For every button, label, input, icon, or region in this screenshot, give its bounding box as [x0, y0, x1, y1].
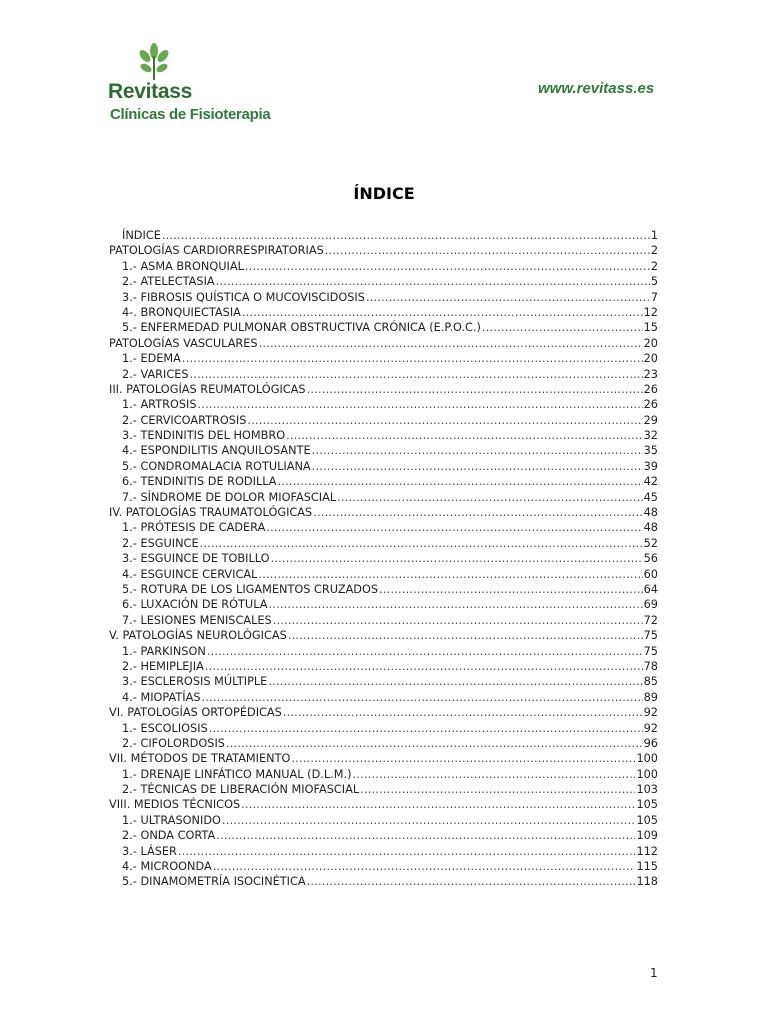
toc-entry-page: 75 — [643, 644, 658, 658]
toc-entry-page: 118 — [636, 875, 658, 889]
toc-entry-title: V. PATOLOGÍAS NEUROLÓGICAS — [109, 629, 287, 643]
toc-dot-leader — [312, 459, 643, 474]
toc-dot-leader — [202, 690, 643, 705]
toc-entry[interactable] — [109, 782, 658, 797]
toc-entry-page: 48 — [643, 521, 658, 535]
toc-entry-page: 105 — [636, 798, 658, 812]
toc-entry[interactable] — [109, 474, 658, 489]
toc-entry-page: 103 — [636, 783, 658, 797]
toc-dot-leader — [245, 259, 650, 274]
toc-entry-title: 5.- ENFERMEDAD PULMONAR OBSTRUCTIVA CRÓNICA (E.P.O.C.) — [122, 321, 481, 335]
toc-entry[interactable] — [109, 274, 658, 289]
toc-entry-page: 78 — [643, 659, 658, 673]
toc-entry-page: 45 — [643, 490, 658, 504]
toc-dot-leader — [216, 828, 635, 843]
brand-tagline: Clínicas de Fisioterapia — [110, 106, 271, 123]
toc-entry[interactable] — [109, 644, 658, 659]
toc-entry-title: ÍNDICE — [122, 229, 161, 242]
toc-entry-title: 7.- LESIONES MENISCALES — [122, 613, 272, 627]
toc-entry[interactable] — [109, 567, 658, 582]
toc-dot-leader — [307, 382, 643, 397]
toc-entry-title: 7.- SÍNDROME DE DOLOR MIOFASCIAL — [122, 490, 337, 504]
toc-entry-page: 109 — [636, 829, 658, 843]
toc-entry-page: 20 — [643, 336, 658, 350]
toc-entry-page: 105 — [636, 813, 658, 827]
toc-entry-page: 12 — [643, 305, 658, 319]
toc-entry[interactable] — [109, 459, 658, 474]
toc-entry[interactable] — [109, 797, 658, 812]
toc-dot-leader — [307, 874, 636, 889]
toc-dot-leader — [271, 551, 643, 566]
toc-entry[interactable] — [109, 828, 658, 843]
toc-dot-leader — [337, 490, 642, 505]
toc-entry[interactable] — [109, 367, 658, 382]
toc-dot-leader — [258, 567, 642, 582]
toc-entry-page: 7 — [650, 290, 658, 304]
toc-entry[interactable] — [109, 336, 658, 351]
toc-entry[interactable] — [109, 690, 658, 705]
toc-dot-leader — [353, 767, 636, 782]
toc-entry-page: 52 — [643, 536, 658, 550]
toc-entry[interactable] — [109, 505, 658, 520]
toc-entry[interactable] — [109, 551, 658, 566]
toc-entry-title: 6.- LUXACIÓN DE RÓTULA — [122, 598, 268, 612]
toc-entry-title: 4.- MICROONDA — [122, 860, 212, 874]
toc-entry-title: 2.- CERVICOARTROSIS — [122, 413, 247, 427]
toc-entry[interactable] — [109, 582, 658, 597]
toc-dot-leader — [213, 859, 636, 874]
toc-dot-leader — [266, 520, 642, 535]
toc-dot-leader — [286, 428, 643, 443]
toc-entry[interactable] — [109, 844, 658, 859]
toc-dot-leader — [200, 536, 643, 551]
toc-entry[interactable] — [109, 674, 658, 689]
toc-dot-leader — [312, 443, 643, 458]
website-link[interactable]: www.revitass.es — [538, 80, 655, 97]
toc-entry-title: 5.- DINAMOMETRÍA ISOCINÉTICA — [122, 875, 306, 889]
toc-entry[interactable] — [109, 536, 658, 551]
toc-entry-title: III. PATOLOGÍAS REUMATOLÓGICAS — [109, 382, 306, 396]
toc-entry-page: 26 — [643, 382, 658, 396]
toc-entry-title: 2.- ONDA CORTA — [122, 829, 216, 843]
table-of-contents — [109, 228, 658, 890]
toc-entry-page: 35 — [643, 444, 658, 458]
toc-entry[interactable] — [109, 874, 658, 889]
toc-entry[interactable] — [109, 751, 658, 766]
toc-entry-title: 1.- PARKINSON — [122, 644, 206, 658]
toc-entry-page: 72 — [643, 613, 658, 627]
toc-entry-title: 1.- ASMA BRONQUIAL — [122, 259, 244, 273]
toc-entry[interactable] — [109, 613, 658, 628]
toc-entry-page: 20 — [643, 352, 658, 366]
toc-entry[interactable] — [109, 397, 658, 412]
toc-entry[interactable] — [109, 721, 658, 736]
revitass-logo — [108, 42, 271, 127]
toc-entry-page: 100 — [636, 752, 658, 766]
toc-entry-page: 92 — [643, 721, 658, 735]
toc-entry[interactable] — [109, 259, 658, 274]
toc-entry-title: 3.- TENDINITIS DEL HOMBRO — [122, 429, 286, 443]
toc-entry-title: 1.- EDEMA — [122, 352, 181, 366]
toc-entry-title: 2.- HEMIPLEJIA — [122, 659, 204, 673]
toc-entry-title: VI. PATOLOGÍAS ORTOPÉDICAS — [109, 706, 282, 720]
toc-entry[interactable] — [109, 382, 658, 397]
toc-dot-leader — [379, 582, 643, 597]
toc-entry-page: 100 — [636, 767, 658, 781]
toc-entry-title: 2.- ESGUINCE — [122, 536, 199, 550]
toc-entry-title: 3.- FIBROSIS QUÍSTICA O MUCOVISCIDOSIS — [122, 290, 365, 304]
toc-entry-title: IV. PATOLOGÍAS TRAUMATOLÓGICAS — [109, 506, 313, 520]
toc-entry-page: 92 — [643, 706, 658, 720]
toc-entry[interactable] — [109, 659, 658, 674]
toc-dot-leader — [325, 243, 650, 258]
toc-dot-leader — [269, 597, 643, 612]
toc-entry[interactable] — [109, 228, 658, 243]
toc-entry-page: 64 — [643, 582, 658, 596]
toc-entry-page: 2 — [650, 259, 658, 273]
toc-entry-page: 75 — [643, 629, 658, 643]
toc-entry-page: 23 — [643, 367, 658, 381]
toc-entry-page: 15 — [643, 321, 658, 335]
toc-entry-title: PATOLOGÍAS CARDIORRESPIRATORIAS — [109, 244, 324, 258]
toc-entry[interactable] — [109, 859, 658, 874]
toc-dot-leader — [247, 413, 642, 428]
toc-dot-leader — [366, 290, 650, 305]
toc-dot-leader — [207, 644, 643, 659]
toc-entry-page: 42 — [643, 475, 658, 489]
toc-dot-leader — [242, 305, 643, 320]
toc-entry[interactable] — [109, 628, 658, 643]
toc-entry[interactable] — [109, 305, 658, 320]
toc-entry-page: 2 — [650, 244, 658, 258]
toc-entry[interactable] — [109, 443, 658, 458]
toc-entry-title: 6.- TENDINITIS DE RODILLA — [122, 475, 277, 489]
toc-entry-title: 2.- CIFOLORDOSIS — [122, 736, 225, 750]
toc-entry-title: 1.- PRÓTESIS DE CADERA — [122, 521, 266, 535]
toc-dot-leader — [482, 320, 643, 335]
toc-entry-page: 112 — [636, 844, 658, 858]
toc-entry-page: 1 — [650, 229, 658, 242]
toc-dot-leader — [288, 628, 643, 643]
toc-dot-leader — [273, 613, 643, 628]
toc-entry-page: 48 — [643, 506, 658, 520]
toc-dot-leader — [216, 274, 650, 289]
toc-entry[interactable] — [109, 243, 658, 258]
toc-dot-leader — [182, 351, 643, 366]
toc-entry-title: 1.- ARTROSIS — [122, 398, 197, 412]
toc-entry[interactable] — [109, 490, 658, 505]
toc-dot-leader — [360, 782, 635, 797]
toc-entry-page: 60 — [643, 567, 658, 581]
toc-entry-page: 39 — [643, 459, 658, 473]
toc-entry-title: 4.- ESPONDILITIS ANQUILOSANTE — [122, 444, 311, 458]
toc-entry-title: VII. MÉTODOS DE TRATAMIENTO — [109, 752, 291, 766]
toc-entry-page: 69 — [643, 598, 658, 612]
toc-entry-title: 3.- LÁSER — [122, 844, 177, 858]
toc-entry-page: 5 — [650, 275, 658, 289]
toc-dot-leader — [162, 228, 650, 243]
toc-dot-leader — [209, 721, 643, 736]
toc-dot-leader — [278, 474, 643, 489]
toc-entry[interactable] — [109, 320, 658, 335]
toc-dot-leader — [283, 705, 643, 720]
toc-entry-title: 2.- ATELECTASIA — [122, 275, 215, 289]
toc-dot-leader — [313, 505, 642, 520]
page-title: ÍNDICE — [353, 184, 415, 203]
toc-entry-title: 1.- ESCOLIOSIS — [122, 721, 208, 735]
toc-entry-title: 4-. BRONQUIECTASIA — [122, 305, 241, 319]
toc-entry-page: 85 — [643, 675, 658, 689]
toc-entry[interactable] — [109, 705, 658, 720]
toc-entry[interactable] — [109, 767, 658, 782]
brand-name: Revitass — [108, 80, 192, 103]
toc-entry-title: 3.- ESGUINCE DE TOBILLO — [122, 552, 270, 566]
toc-dot-leader — [190, 367, 643, 382]
page-number: 1 — [650, 966, 658, 980]
toc-dot-leader — [178, 844, 636, 859]
toc-entry-page: 26 — [643, 398, 658, 412]
toc-entry-title: 2.- TÉCNICAS DE LIBERACIÓN MIOFASCIAL — [122, 783, 360, 797]
toc-entry[interactable] — [109, 736, 658, 751]
toc-entry-title: 3.- ESCLEROSIS MÚLTIPLE — [122, 675, 268, 689]
toc-entry-title: 1.- ULTRASONIDO — [122, 813, 221, 827]
toc-dot-leader — [226, 736, 643, 751]
toc-entry-title: 4.- ESGUINCE CERVICAL — [122, 567, 258, 581]
toc-entry[interactable] — [109, 520, 658, 535]
toc-entry[interactable] — [109, 813, 658, 828]
toc-entry[interactable] — [109, 413, 658, 428]
toc-dot-leader — [259, 336, 643, 351]
toc-entry-page: 32 — [643, 429, 658, 443]
toc-dot-leader — [291, 751, 635, 766]
toc-entry[interactable] — [109, 597, 658, 612]
toc-entry[interactable] — [109, 290, 658, 305]
toc-entry-title: 2.- VARICES — [122, 367, 189, 381]
toc-entry-title: 4.- MIOPATÍAS — [122, 690, 201, 704]
toc-entry-page: 29 — [643, 413, 658, 427]
toc-dot-leader — [205, 659, 643, 674]
toc-entry-title: 1.- DRENAJE LINFÁTICO MANUAL (D.L.M.) — [122, 767, 352, 781]
toc-entry-page: 56 — [643, 552, 658, 566]
toc-entry-page: 96 — [643, 736, 658, 750]
toc-entry-page: 89 — [643, 690, 658, 704]
toc-dot-leader — [241, 797, 635, 812]
toc-dot-leader — [198, 397, 643, 412]
leaf-icon — [134, 42, 174, 82]
toc-dot-leader — [268, 674, 642, 689]
toc-entry-title: PATOLOGÍAS VASCULARES — [109, 336, 258, 350]
toc-entry-page: 115 — [636, 860, 658, 874]
toc-entry[interactable] — [109, 351, 658, 366]
toc-dot-leader — [222, 813, 636, 828]
toc-entry[interactable] — [109, 428, 658, 443]
toc-entry-title: 5.- ROTURA DE LOS LIGAMENTOS CRUZADOS — [122, 582, 379, 596]
toc-entry-title: VIII. MEDIOS TÉCNICOS — [109, 798, 241, 812]
toc-entry-title: 5.- CONDROMALACIA ROTULIANA — [122, 459, 311, 473]
